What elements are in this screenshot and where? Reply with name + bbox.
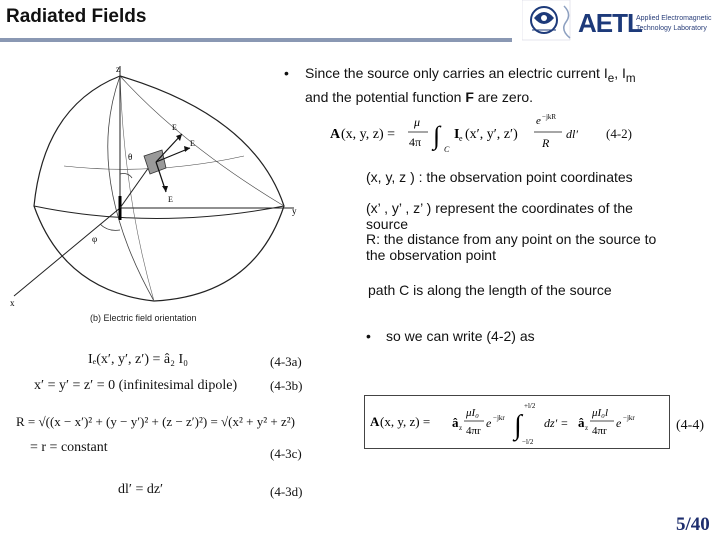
bullet-1-line2-a: and the potential function [305,88,466,105]
svg-text:(x, y, z) =: (x, y, z) = [341,127,396,142]
lab-name-line1: Applied Electromagnetic [636,15,712,22]
eq-4-3a-number: (4-3a) [270,354,302,369]
svg-text:μI₀: μI₀ [466,407,480,419]
svg-text:−jkR: −jkR [542,113,557,121]
svg-text:μI₀l: μI₀l [592,407,609,419]
svg-text:+l/2: +l/2 [524,402,536,410]
lab-name-line2: Technology Laboratory [636,25,707,32]
e-theta-label: E [190,139,195,148]
bullet-1-comma: , [614,65,622,81]
equation-4-2 [330,110,580,156]
equation-4-3c-line2: = r = constant [30,440,108,455]
svg-text:∫: ∫ [433,121,441,150]
equation-4-3d: dl′ = dz′ [118,482,164,497]
x-axis-label: x [10,298,15,308]
svg-text:e: e [536,115,541,127]
equation-4-4 [368,398,666,446]
title-underline [0,38,512,42]
svg-text:A: A [330,127,341,142]
svg-text:e: e [459,134,463,143]
bullet-1-text [305,64,715,106]
eq-4-3c-number: (4-3c) [270,446,302,461]
current-ie: I [603,65,608,81]
svg-text:e: e [486,416,492,430]
eq-4-2-number: (4-2) [606,126,632,141]
eq-4-3d-number: (4-3d) [270,484,303,499]
equation-4-3c-line1: R = √((x − x′)² + (y − y′)² + (z − z′)²) = √(x² + y² + z²) [16,414,295,429]
definition-observation-point: (x, y, z ) : the observation point coordinates [366,169,633,185]
page-number: 5/40 [676,514,710,535]
svg-text:(x′, y′, z′): (x′, y′, z′) [465,127,518,142]
diagram-caption: (b) Electric field orientation [90,313,197,323]
svg-text:−l/2: −l/2 [522,438,534,446]
e-phi-label: E [168,195,173,204]
svg-text:z: z [585,424,589,432]
theta-label: θ [128,152,133,162]
current-ie-sub: e [607,71,615,85]
svg-text:(x, y, z) =: (x, y, z) = [380,414,431,429]
potential-F: F [465,88,474,105]
electric-field-orientation-diagram [4,56,304,332]
svg-text:I: I [454,127,460,142]
svg-text:∫: ∫ [514,410,522,441]
e-r-label: E [172,123,177,132]
lab-logo-name: AETL [578,8,642,38]
bullet-marker-2: • [366,328,371,344]
definition-source-coordinates: (x’ , y’ , z’ ) represent the coordinates of the source [366,200,633,232]
svg-text:dz′ =: dz′ = [544,416,569,430]
phi-label: φ [92,234,98,244]
svg-text:μ: μ [414,115,421,129]
definition-path-C: path C is along the length of the source [368,282,612,298]
page-title: Radiated Fields [6,6,147,27]
current-im-sub: m [625,71,636,85]
svg-text:R: R [542,136,550,150]
svg-text:z: z [459,424,463,432]
svg-text:−jkr: −jkr [623,414,635,422]
equation-4-3b: x′ = y′ = z′ = 0 (infinitesimal dipole) [34,378,238,393]
svg-text:4π: 4π [409,135,422,149]
z-axis-label: z [116,64,120,74]
svg-text:−jkr: −jkr [493,414,505,422]
equation-4-3a: Iₑ(x′, y′, z′) = â₂ I₀ [88,352,189,367]
svg-text:C: C [444,145,450,154]
current-im: I [621,65,626,81]
bullet-1-line2-b: are zero. [473,88,534,105]
bullet-marker-1: • [284,65,289,81]
eq-4-4-number: (4-4) [676,418,704,433]
svg-text:A: A [370,414,380,429]
y-axis-label: y [292,206,297,216]
definition-distance-R: R: the distance from any point on the source to the observation point [366,231,657,263]
svg-text:4πr: 4πr [592,425,607,437]
svg-text:e: e [616,416,622,430]
svg-text:4πr: 4πr [466,425,481,437]
svg-text:â: â [578,415,585,430]
svg-text:â: â [452,415,459,430]
eq-4-3b-number: (4-3b) [270,378,303,393]
bullet-2-text: so we can write (4-2) as [386,328,535,344]
svg-text:dl′: dl′ [566,127,578,141]
bullet-1-prefix: Since the source only carries an electric current [305,65,604,81]
